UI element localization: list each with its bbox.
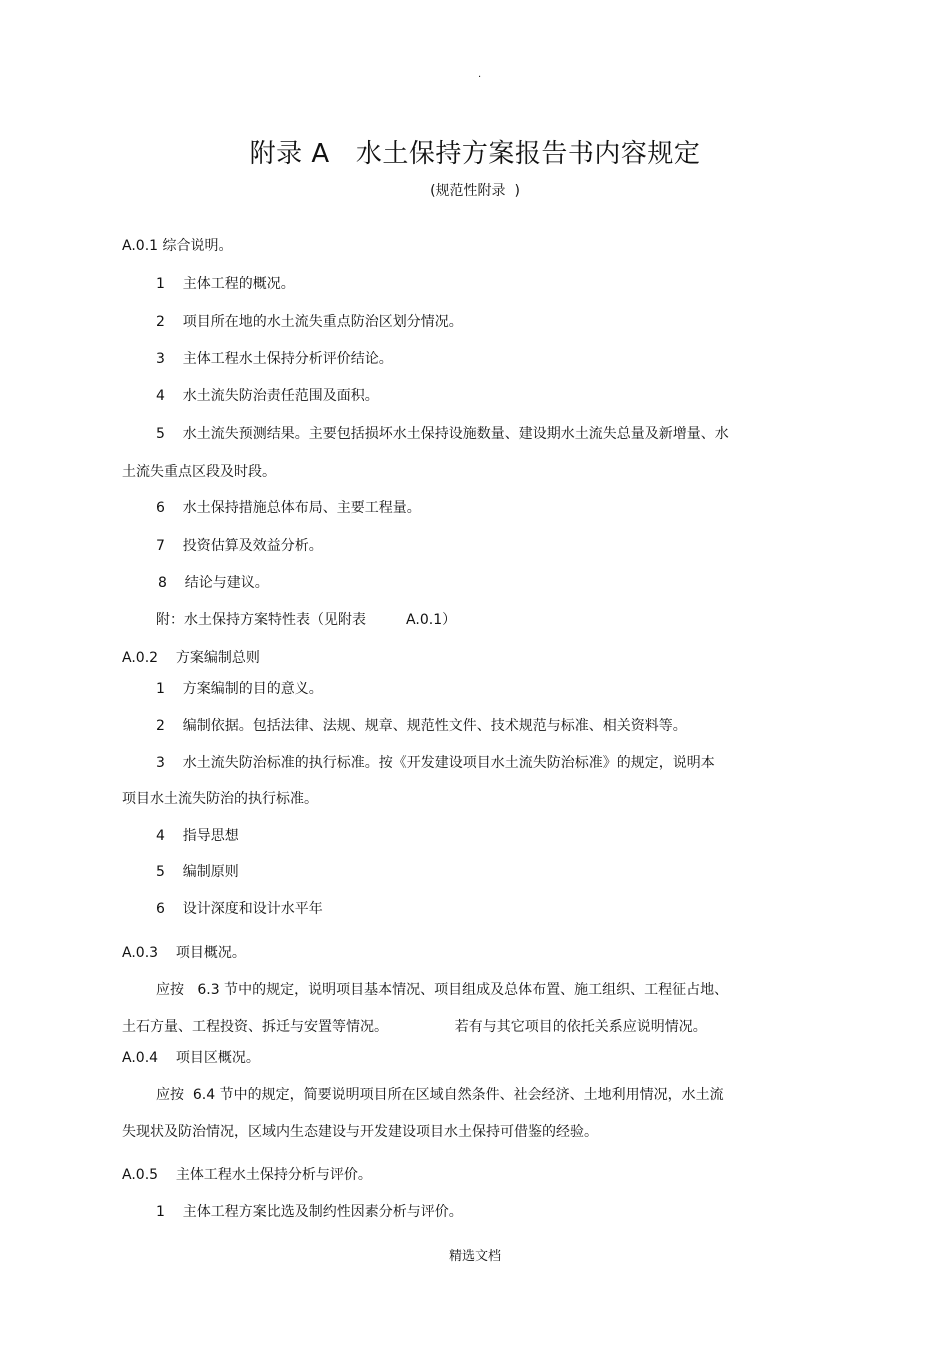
paragraph-line: 应按 6.3 节中的规定，说明项目基本情况、项目组成及总体布置、施工组织、工程征占地、 bbox=[156, 982, 729, 998]
section-heading: A.0.3 项目概况。 bbox=[122, 945, 246, 961]
list-item: 4 指导思想 bbox=[156, 828, 239, 844]
list-item: 1 主体工程方案比选及制约性因素分析与评价。 bbox=[156, 1204, 463, 1220]
list-item: 2 编制依据。包括法律、法规、规章、规范性文件、技术规范与标准、相关资料等。 bbox=[156, 718, 687, 734]
list-item: 7 投资估算及效益分析。 bbox=[156, 538, 323, 554]
list-item: 3 主体工程水土保持分析评价结论。 bbox=[156, 351, 393, 367]
section-heading: A.0.4 项目区概况。 bbox=[122, 1050, 260, 1066]
list-item-continuation: 土流失重点区段及时段。 bbox=[122, 464, 276, 480]
header-dot: . bbox=[478, 69, 482, 80]
section-heading: A.0.2 方案编制总则 bbox=[122, 650, 260, 666]
section-heading: A.0.1 综合说明。 bbox=[122, 238, 233, 254]
section-heading: A.0.5 主体工程水土保持分析与评价。 bbox=[122, 1167, 372, 1183]
appendix-note: 附：水土保持方案特性表（见附表 A.0.1） bbox=[156, 612, 457, 628]
list-item: 8 结论与建议。 bbox=[158, 575, 269, 591]
list-item: 3 水土流失防治标准的执行标准。按《开发建设项目水土流失防治标准》的规定，说明本 bbox=[156, 755, 715, 771]
page-footer: 精选文档 bbox=[448, 1249, 501, 1264]
document-subtitle: (规范性附录 ) bbox=[430, 183, 520, 199]
list-item: 2 项目所在地的水土流失重点防治区划分情况。 bbox=[156, 314, 463, 330]
list-item: 1 主体工程的概况。 bbox=[156, 276, 295, 292]
paragraph-line: 失现状及防治情况，区域内生态建设与开发建设项目水土保持可借鉴的经验。 bbox=[122, 1124, 598, 1140]
list-item: 6 水土保持措施总体布局、主要工程量。 bbox=[156, 500, 421, 516]
list-item: 6 设计深度和设计水平年 bbox=[156, 901, 323, 917]
document-title: 附录 A 水土保持方案报告书内容规定 bbox=[249, 139, 701, 169]
list-item: 5 编制原则 bbox=[156, 864, 239, 880]
list-item: 1 方案编制的目的意义。 bbox=[156, 681, 323, 697]
list-item-continuation: 项目水土流失防治的执行标准。 bbox=[122, 791, 318, 807]
list-item: 5 水土流失预测结果。主要包括损坏水土保持设施数量、建设期水土流失总量及新增量、水 bbox=[156, 426, 729, 442]
list-item: 4 水土流失防治责任范围及面积。 bbox=[156, 388, 379, 404]
paragraph-line: 土石方量、工程投资、拆迁与安置等情况。 若有与其它项目的依托关系应说明情况。 bbox=[122, 1019, 707, 1035]
paragraph-line: 应按 6.4 节中的规定，简要说明项目所在区域自然条件、社会经济、土地利用情况，水土流 bbox=[156, 1087, 724, 1103]
